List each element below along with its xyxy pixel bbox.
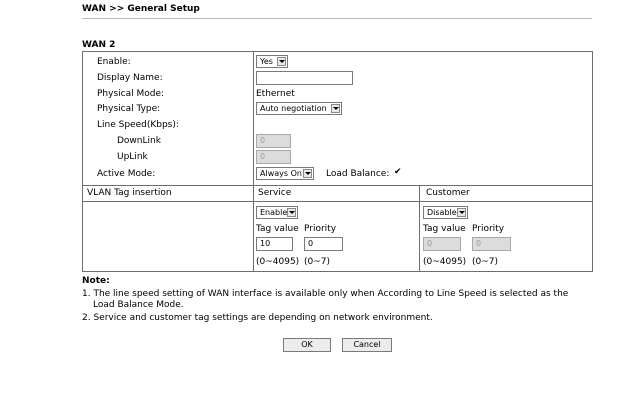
service-tag-value-input[interactable]: 10: [256, 237, 293, 251]
vlan-table: [82, 185, 593, 272]
line-speed-label: Line Speed(Kbps):: [97, 120, 179, 130]
chevron-down-icon: [287, 208, 296, 217]
active-mode-select[interactable]: [256, 167, 314, 180]
vlan-col-divider-2: [419, 185, 420, 272]
chevron-down-icon: [457, 208, 466, 217]
load-balance-checkbox[interactable]: ✔: [394, 167, 402, 177]
physical-mode-label: Physical Mode:: [97, 89, 165, 99]
downlink-input[interactable]: 0: [256, 134, 291, 148]
page-title: WAN >> General Setup: [82, 4, 200, 14]
active-mode-label: Active Mode:: [97, 169, 156, 179]
physical-type-label: Physical Type:: [97, 104, 161, 114]
display-name-label: Display Name:: [97, 73, 163, 83]
downlink-label: DownLink: [117, 136, 161, 146]
physical-type-select[interactable]: [256, 102, 342, 115]
customer-tag-value-input[interactable]: 0: [423, 237, 461, 251]
enable-select[interactable]: [256, 55, 288, 68]
active-mode-select-value: Always On: [260, 169, 302, 178]
cancel-button[interactable]: Cancel: [342, 338, 392, 352]
service-tag-value-label: Tag value: [256, 224, 299, 234]
enable-label: Enable:: [97, 57, 131, 67]
chevron-down-icon: [303, 169, 312, 178]
vlan-header-divider: [82, 201, 593, 202]
note-line: 1. The line speed setting of WAN interface is available only when According to Line Speed is selected as the: [82, 289, 569, 299]
settings-divider: [253, 51, 254, 186]
customer-priority-range: (0~7): [472, 257, 499, 267]
service-priority-range: (0~7): [304, 257, 331, 267]
customer-tag-range: (0~4095): [423, 257, 467, 267]
service-header: Service: [258, 188, 292, 198]
section-title: WAN 2: [82, 40, 116, 50]
ok-button[interactable]: OK: [283, 338, 331, 352]
enable-select-value: Yes: [260, 57, 273, 66]
note-line: 2. Service and customer tag settings are depending on network environment.: [82, 313, 433, 323]
service-tag-range: (0~4095): [256, 257, 300, 267]
physical-mode-value: Ethernet: [256, 89, 295, 99]
note-title: Note:: [82, 276, 110, 286]
service-state-value: Enable: [260, 208, 288, 217]
title-divider: [82, 18, 592, 19]
customer-state-select[interactable]: [423, 206, 468, 219]
service-priority-label: Priority: [304, 224, 337, 234]
vlan-tag-header: VLAN Tag insertion: [87, 188, 172, 198]
service-state-select[interactable]: [256, 206, 298, 219]
chevron-down-icon: [331, 104, 340, 113]
physical-type-select-value: Auto negotiation: [260, 104, 327, 113]
customer-priority-input[interactable]: 0: [472, 237, 511, 251]
note-line: Load Balance Mode.: [93, 300, 184, 310]
service-priority-input[interactable]: 0: [304, 237, 343, 251]
uplink-input[interactable]: 0: [256, 150, 291, 164]
load-balance-label: Load Balance:: [326, 169, 390, 179]
customer-priority-label: Priority: [472, 224, 505, 234]
vlan-col-divider-1: [253, 185, 254, 272]
customer-state-value: Disable: [427, 208, 457, 217]
customer-header: Customer: [426, 188, 470, 198]
customer-tag-value-label: Tag value: [423, 224, 466, 234]
uplink-label: UpLink: [117, 152, 148, 162]
display-name-input[interactable]: [256, 71, 353, 85]
chevron-down-icon: [277, 57, 286, 66]
